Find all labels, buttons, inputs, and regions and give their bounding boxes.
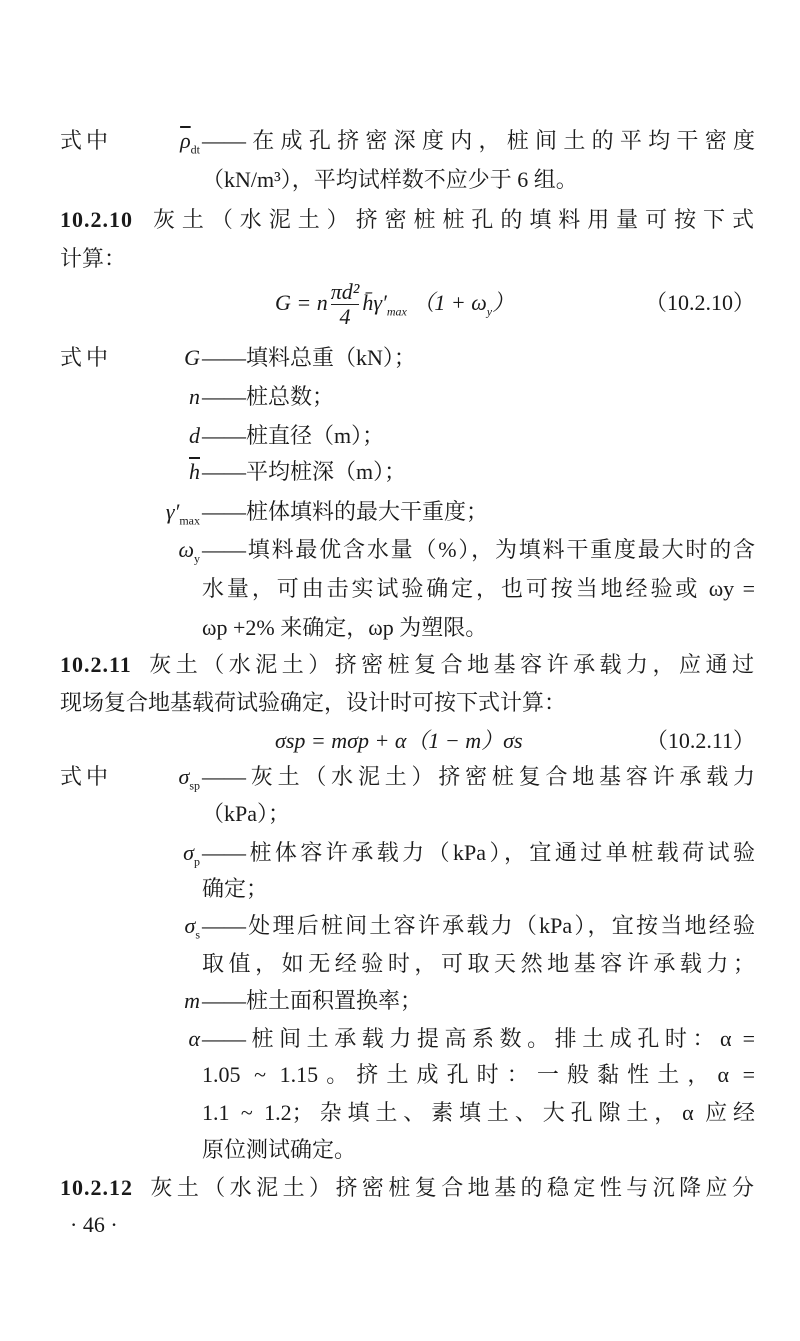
text-line: [60, 948, 755, 980]
symbol: [60, 496, 200, 536]
equation-number: （10.2.11）: [645, 728, 755, 753]
symbol-main: ω: [178, 537, 194, 562]
definition-text: ——填料最优含水量（%），为填料干重度最大时的含: [202, 537, 755, 562]
symbol-main: γ′: [165, 499, 180, 524]
definition-line: [60, 837, 755, 869]
symbol-main: m: [184, 988, 200, 1013]
definition-line: [60, 761, 755, 793]
definition-line: [60, 985, 755, 1017]
symbol-subscript: s: [195, 927, 200, 942]
text-line: [60, 1097, 755, 1129]
text-line: [60, 1134, 755, 1166]
clause-number: 10.2.12: [60, 1175, 133, 1200]
fraction: [331, 280, 360, 329]
formula-expression: [275, 273, 514, 341]
continuation-text: 水量，可由击实试验确定，也可按当地经验或 ωy =: [202, 576, 755, 601]
where-label: 式中: [60, 128, 113, 153]
page-number: · 46 ·: [70, 1212, 118, 1237]
formula-expression: σsp = mσp + α（1 − m）σs: [275, 728, 523, 753]
symbol-subscript: dt: [190, 142, 200, 157]
definition-text: ——桩土面积置换率；: [202, 988, 423, 1013]
text-line: [60, 873, 755, 905]
paragraph-text: 计算：: [60, 246, 127, 271]
continuation-text: 1.1 ~ 1.2；杂填土、素填土、大孔隙土，α 应经: [202, 1100, 755, 1125]
symbol-main: n: [189, 384, 200, 409]
formula-10-2-11: [60, 725, 755, 757]
subscript: max: [386, 304, 407, 319]
definition-line: [60, 125, 755, 157]
symbol-main: $\overline{h}$: [189, 459, 200, 484]
clause-text: 灰土（水泥土）挤密桩复合地基的稳定性与沉降应分: [147, 1175, 755, 1200]
definition-text: ——桩直径（m）；: [202, 423, 385, 448]
text-line: [60, 1059, 755, 1091]
equation-number: （10.2.10）: [644, 290, 755, 315]
symbol: [60, 420, 200, 452]
symbol-main: σ: [184, 913, 196, 938]
definition-text: ——灰土（水泥土）挤密桩复合地基容许承载力: [202, 764, 755, 789]
definition-line: [60, 1023, 755, 1055]
definition-line: [60, 910, 755, 942]
definition-line: [60, 534, 755, 566]
continuation-text: ωp +2% 来确定，ωp 为塑限。: [202, 615, 488, 640]
definition-line: [60, 342, 755, 374]
definition-text: ——桩体容许承载力（kPa），宜通过单桩载荷试验: [202, 840, 755, 865]
clause-number: 10.2.11: [60, 652, 132, 677]
symbol: [60, 456, 200, 488]
continuation-text: 原位测试确定。: [202, 1137, 357, 1162]
clause-line: [60, 649, 755, 681]
symbol: [60, 837, 200, 877]
paragraph-text: 现场复合地基载荷试验确定，设计时可按下式计算：: [60, 690, 567, 715]
symbol: [60, 125, 200, 165]
formula-10-2-10: [60, 273, 755, 333]
definition-line: [60, 496, 755, 528]
definition-text: ——桩总数；: [202, 384, 335, 409]
definition-text: ——桩体填料的最大干重度；: [202, 499, 489, 524]
symbol: [60, 761, 200, 801]
continuation-text: 1.05 ~ 1.15。挤土成孔时：一般黏性土，α =: [202, 1062, 755, 1087]
fraction-denominator: 4: [339, 304, 351, 330]
continuation-text: 确定；: [202, 876, 269, 901]
formula-tail-end: ）: [492, 290, 515, 315]
symbol-subscript: sp: [189, 778, 200, 793]
symbol-main: α: [188, 1026, 200, 1051]
symbol-main: σ: [183, 840, 194, 865]
symbol: [60, 985, 200, 1017]
symbol: [60, 342, 200, 374]
symbol-subscript: y: [194, 551, 200, 566]
text-line: [60, 573, 755, 605]
definition-text: ——处理后桩间土容许承载力（kPa），宜按当地经验: [202, 913, 755, 938]
clause-number: 10.2.10: [60, 207, 133, 232]
symbol-subscript: max: [179, 513, 200, 528]
definition-line: [60, 381, 755, 413]
definition-text: ——桩间土承载力提高系数。排土成孔时：α =: [202, 1026, 755, 1051]
continuation-text: （kPa）；: [202, 801, 291, 826]
definition-text: ——填料总重（kN）；: [202, 345, 416, 370]
symbol: [60, 1023, 200, 1055]
formula-tail: （1 + ω: [406, 290, 487, 315]
text-line: [60, 687, 755, 719]
symbol-subscript: p: [194, 854, 200, 869]
text-line: [60, 612, 755, 644]
continuation-text: 取值，如无经验时，可取天然地基容许承载力；: [202, 951, 755, 976]
clause-line: [60, 1172, 755, 1204]
formula-lhs: G = n: [275, 290, 328, 315]
symbol-main: σ: [178, 764, 190, 789]
fraction-numerator: πd²: [330, 279, 360, 305]
definition-text: ——在成孔挤密深度内，桩间土的平均干密度: [202, 128, 755, 153]
symbol-main: $\overline{\rho}$: [180, 128, 191, 153]
text-line: [60, 798, 755, 830]
where-label: 式中: [60, 764, 113, 789]
text-line: [60, 243, 755, 275]
symbol-main: G: [184, 345, 200, 370]
continuation-text: （kN/m³），平均试样数不应少于 6 组。: [202, 167, 578, 192]
symbol: [60, 381, 200, 413]
clause-text: 灰土（水泥土）挤密桩桩孔的填料用量可按下式: [147, 207, 755, 232]
definition-text: ——平均桩深（m）；: [202, 459, 407, 484]
formula-term: h̄γ′: [362, 290, 387, 315]
symbol: [60, 910, 200, 950]
text-line: [60, 164, 755, 196]
clause-text: 灰土（水泥土）挤密桩复合地基容许承载力，应通过: [145, 652, 755, 677]
clause-line: [60, 204, 755, 236]
subscript: y: [486, 304, 493, 319]
definition-line: [60, 420, 755, 452]
symbol-main: d: [189, 423, 200, 448]
definition-line: [60, 456, 755, 488]
where-label: 式中: [60, 345, 113, 370]
symbol: [60, 534, 200, 574]
